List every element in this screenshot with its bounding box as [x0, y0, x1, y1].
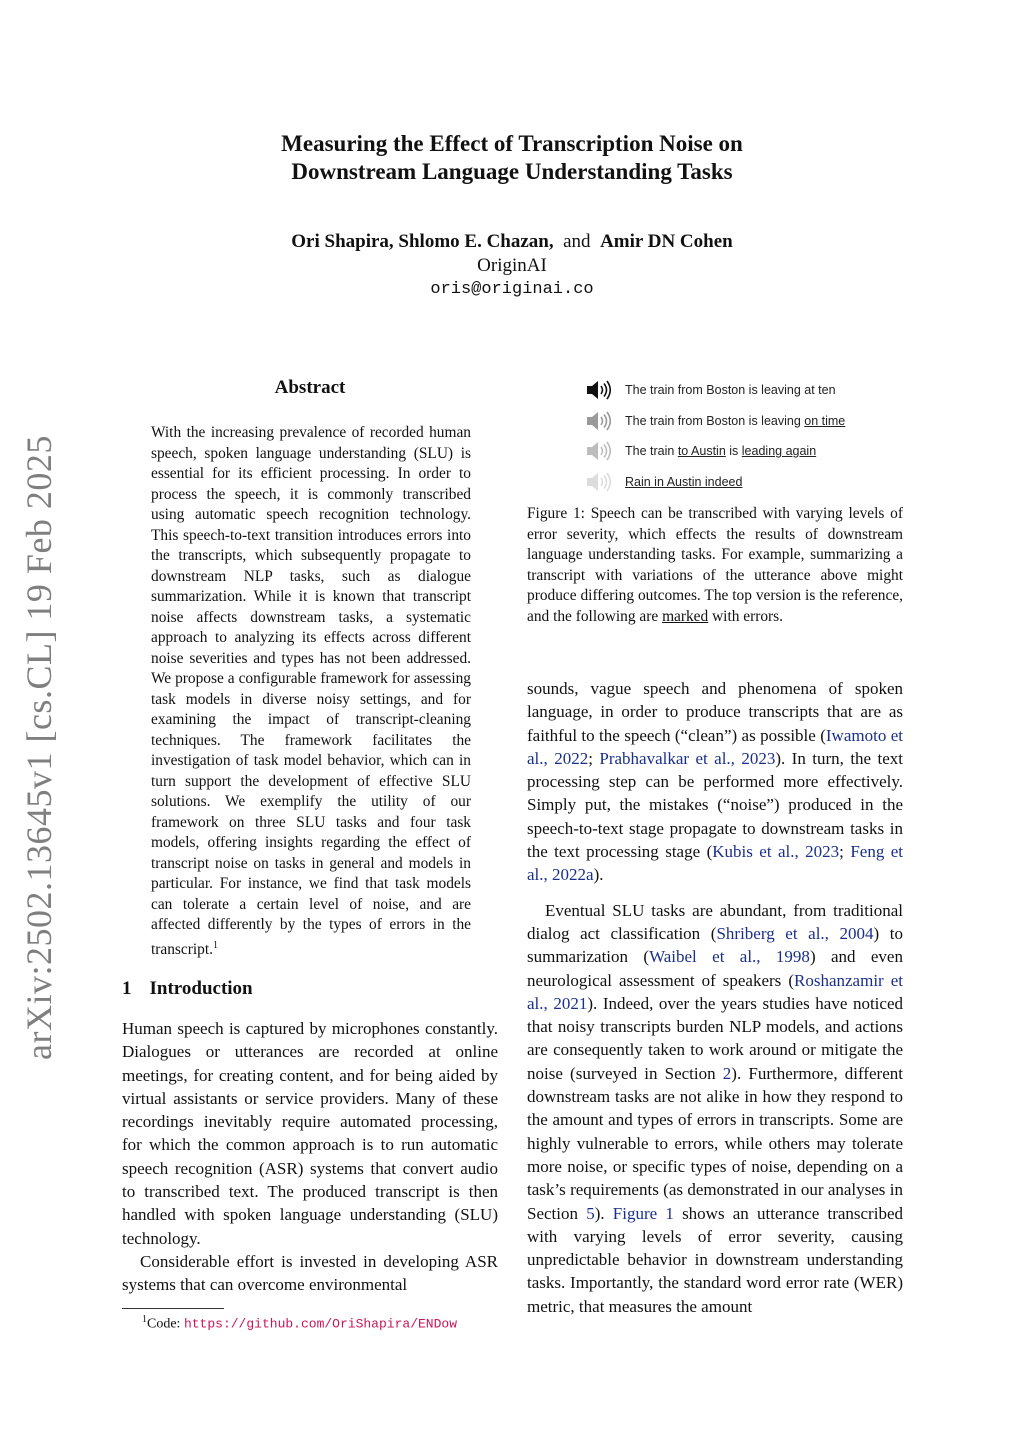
- author-names-2: Amir DN Cohen: [600, 231, 733, 252]
- section-ref-link[interactable]: 5: [586, 1203, 595, 1223]
- paragraph-text: ) to summarization (: [527, 923, 903, 967]
- abstract-text: [151, 423, 471, 960]
- intro-right-column: [527, 677, 903, 1318]
- paragraph-text: ). Furthermore, different downstream tasks are not alike in how they respond to the amount and types of errors in transcripts. Some are highly vulnerable to errors, while others may tolerate more noise, or specific types of noise, depending on a task’s requirements (as demonstrated in our analyses in Section: [527, 1063, 903, 1223]
- utterance-row: [585, 406, 915, 437]
- footnote: [142, 1314, 457, 1333]
- speaker-icon: [585, 379, 613, 401]
- speaker-icon: [585, 471, 613, 493]
- paragraph-text: shows an utterance transcribed with varying levels of error severity, causing unpredictable behavior in downstream understanding tasks. Importantly, the standard word error rate (WER) metric, that measures the amount: [527, 1203, 903, 1316]
- caption-text: Figure 1: Speech can be transcribed with varying levels of error severity, which effects the results of downstream language understanding tasks. For example, summarizing a transcript with variations of the utterance above might produce differing outcomes. The top version is the reference, and the following are: [527, 505, 903, 625]
- abstract-heading: Abstract: [274, 377, 346, 398]
- section-ref-link[interactable]: 2: [722, 1063, 732, 1083]
- paragraph-text: ) and even neurological assessment of speakers (: [527, 947, 903, 990]
- utterance-text: The train: [625, 444, 675, 459]
- utterance-error: on time: [804, 413, 846, 428]
- utterance-reference: The train from Boston is leaving at ten: [625, 383, 836, 398]
- utterance-text: is: [729, 444, 739, 459]
- author-block: [0, 230, 1024, 302]
- right-paragraph-2: [527, 899, 903, 1318]
- paragraph-text: ). Indeed, over the years studies have noticed that noisy transcripts burden NLP models, and actions are consequently taken to work around or mitigate the noise (surveyed in Section: [527, 993, 903, 1083]
- speaker-icon: [585, 410, 613, 432]
- footnote-rule: [122, 1308, 224, 1309]
- paragraph-text: ).: [594, 1203, 613, 1223]
- paragraph-text: Eventual SLU tasks are abundant, from traditional dialog act classification (: [527, 900, 903, 943]
- utterance-row: [585, 375, 915, 406]
- figure-1: [585, 375, 915, 497]
- paragraph-text: ). In turn, the text processing step can be performed more effectively. Simply put, the mistakes (“noise”) produced in the speech-to-text stage propagate to downstream tasks in the text processing stage (: [527, 748, 903, 862]
- intro-left-column: [122, 1017, 498, 1297]
- abstract-footnote-mark[interactable]: 1: [212, 939, 218, 951]
- intro-paragraph-1: Human speech is captured by microphones constantly. Dialogues or utterances are recorded at online meetings, for creating content, and for being aided by virtual assistants or service providers. Many of these recordings inevitably require automated processing, for which the common approach is to run automatic speech recognition (ASR) systems that convert audio to transcribed text. The produced transcript is then handled with spoken language understanding (SLU) technology.: [122, 1019, 498, 1248]
- utterance-error: to Austin: [677, 444, 726, 459]
- section-title: Introduction: [149, 978, 253, 999]
- figure-ref-link[interactable]: Figure 1: [612, 1203, 674, 1223]
- citation-link[interactable]: Prabhavalkar et al., 2023: [599, 748, 776, 768]
- intro-paragraph-2: Considerable effort is invested in developing ASR systems that can overcome environmental: [122, 1251, 498, 1295]
- paragraph-text: ;: [839, 842, 851, 862]
- citation-link[interactable]: Roshanzamir et al., 2021: [527, 970, 903, 1013]
- right-paragraph-1: [527, 677, 903, 887]
- footnote-mark: 1: [142, 1314, 147, 1325]
- footnote-url-link[interactable]: https://github.com/OriShapira/ENDow: [183, 1316, 457, 1332]
- citation-link[interactable]: Iwamoto et al., 2022: [527, 725, 903, 768]
- title-line-1: Measuring the Effect of Transcription Noise on: [281, 131, 743, 156]
- utterance-text: The train from Boston is leaving: [625, 413, 801, 428]
- citation-link[interactable]: Waibel et al., 1998: [649, 947, 810, 967]
- arxiv-stamp: arXiv:2502.13645v1 [cs.CL] 19 Feb 2025: [19, 435, 59, 1060]
- abstract-body: With the increasing prevalence of recorded human speech, spoken language understanding (SLU) is essential for its efficient processing. In order to process the speech, it is commonly transcribed using automatic speech recognition technology. This speech-to-text transition introduces errors into the transcripts, which subsequently propagate to downstream NLP tasks, such as dialogue summarization. While it is known that transcript noise affects downstream tasks, a systematic approach to analyzing its effects across different noise severities and types has not been addressed. We propose a configurable framework for assessing task models in diverse noisy settings, and for examining the impact of transcript-cleaning techniques. The framework facilitates the investigation of task model behavior, which can in turn support the development of effective SLU solutions. We exemplify the utility of our framework on three SLU tasks and four task models, offering insights regarding the effect of transcript noise on tasks in general and models in particular. For instance, we find that task models can tolerate a certain level of noise, and are affected differently by the types of errors in the transcript.: [151, 424, 471, 958]
- title-line-2: Downstream Language Understanding Tasks: [291, 159, 733, 184]
- paragraph-text: ).: [593, 865, 604, 885]
- footnote-label: Code:: [147, 1316, 184, 1332]
- utterance-error: leading again: [741, 444, 817, 459]
- speaker-icon: [585, 440, 613, 462]
- author-names-1: Ori Shapira, Shlomo E. Chazan,: [291, 231, 554, 252]
- section-number: 1: [122, 978, 132, 999]
- citation-link[interactable]: Shriberg et al., 2004: [716, 923, 874, 943]
- paragraph-text: sounds, vague speech and phenomena of spoken language, in order to produce transcripts that are as faithful to the speech (“clean”) as possible (: [527, 679, 903, 745]
- caption-marked: marked: [662, 607, 709, 625]
- utterance-row: [585, 467, 915, 498]
- author-and: and: [563, 231, 591, 252]
- utterance-error: Rain in Austin indeed: [625, 474, 743, 489]
- paragraph-text: ;: [588, 748, 600, 768]
- figure-caption: [527, 504, 903, 627]
- paper-title: [0, 130, 1024, 186]
- caption-text-end: with errors.: [708, 607, 784, 625]
- author-email[interactable]: oris@originai.co: [430, 280, 594, 299]
- citation-link[interactable]: Kubis et al., 2023: [712, 842, 840, 862]
- section-heading: [122, 978, 253, 1000]
- citation-link[interactable]: Feng et al., 2022a: [527, 842, 903, 885]
- utterance-row: [585, 436, 915, 467]
- affiliation: OriginAI: [477, 255, 547, 276]
